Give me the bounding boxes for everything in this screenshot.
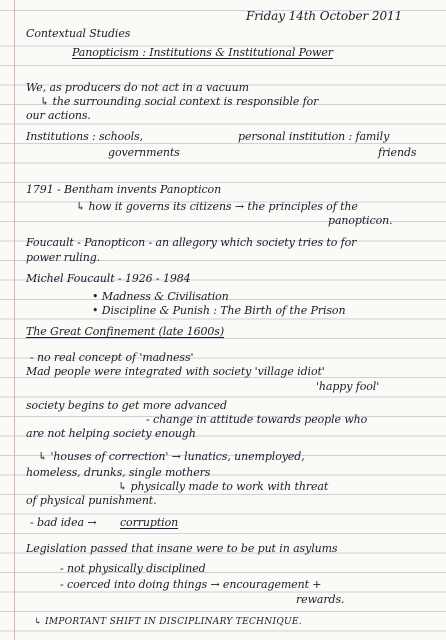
note-line: rewards. (296, 593, 345, 606)
note-line: governments (108, 146, 180, 159)
note-line: Mad people were integrated with society 'village idiot' (26, 365, 325, 378)
note-line: corruption (120, 516, 179, 529)
note-line: friends (378, 146, 417, 159)
note-line: 1791 - Bentham invents Panopticon (26, 183, 222, 196)
note-line: our actions. (26, 109, 91, 122)
note-title: Panopticism : Institutions & Institutional Power (72, 46, 333, 59)
note-date: Friday 14th October 2011 (246, 9, 403, 23)
note-line: are not helping society enough (26, 427, 196, 440)
note-line: - change in attitude towards people who (146, 413, 368, 426)
note-line: - not physically disciplined (60, 562, 206, 575)
note-line: homeless, drunks, single mothers (26, 466, 211, 479)
note-line: ↳ IMPORTANT SHIFT IN DISCIPLINARY TECHNIQUE. (34, 617, 302, 627)
note-line: Institutions : schools, (26, 130, 144, 143)
note-line: - no real concept of 'madness' (30, 351, 194, 364)
note-line: ↳ how it governs its citizens → the principles of the (76, 200, 358, 213)
note-line: ↳ 'houses of correction' → lunatics, unemployed, (38, 450, 305, 463)
note-line: 'happy fool' (316, 380, 380, 393)
note-line: • Discipline & Punish : The Birth of the Prison (92, 304, 346, 317)
note-line: ↳ physically made to work with threat (118, 480, 329, 493)
note-line: panopticon. (328, 214, 393, 227)
note-line: • Madness & Civilisation (92, 290, 229, 303)
note-line: power ruling. (26, 251, 101, 264)
note-line: ↳ the surrounding social context is responsible for (40, 95, 319, 108)
note-line: of physical punishment. (26, 494, 157, 507)
note-line: - bad idea → (30, 516, 97, 529)
note-line: - coerced into doing things → encouragement + (60, 578, 322, 591)
note-line: We, as producers do not act in a vacuum (26, 81, 249, 94)
note-line: Legislation passed that insane were to be put in asylums (26, 542, 338, 555)
note-line: society begins to get more advanced (26, 399, 227, 412)
note-heading: The Great Confinement (late 1600s) (26, 325, 225, 338)
note-subject: Contextual Studies (26, 27, 131, 40)
margin-line (14, 0, 15, 640)
note-line: personal institution : family (238, 130, 390, 143)
note-line: Michel Foucault - 1926 - 1984 (26, 272, 191, 285)
note-line: Foucault - Panopticon - an allegory which society tries to for (26, 236, 357, 249)
